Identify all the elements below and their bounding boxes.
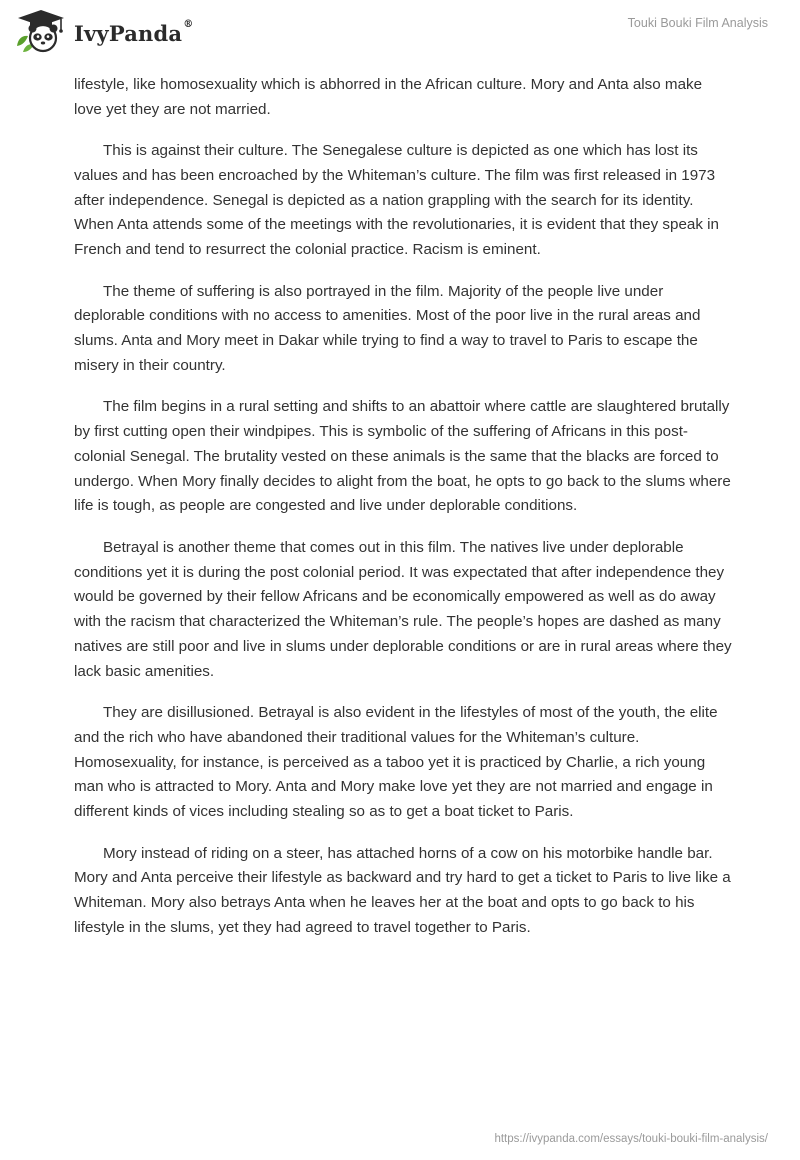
essay-body — [74, 73, 734, 957]
paragraph: Betrayal is another theme that comes out in this film. The natives live under deplorable conditions yet it is during the post colonial period. It was expectated that after independence they would be governed by their fellow Africans and be economically empowered as well as do away with the racism that characterized the Whiteman’s rule. The people’s hopes are dashed as many natives are still poor and live in slums under deplorable conditions or are in rural areas where they lack basic amenities. — [74, 538, 732, 680]
brand-logo[interactable] — [14, 8, 193, 56]
paragraph: lifestyle, like homosexuality which is abhorred in the African culture. Mory and Anta also make love yet they are not married. — [74, 76, 703, 118]
page-header — [0, 0, 800, 64]
source-url[interactable]: https://ivypanda.com/essays/touki-bouki-film-analysis/ — [494, 1133, 768, 1145]
panda-graduate-logo-icon — [14, 8, 68, 56]
paragraph: The film begins in a rural setting and shifts to an abattoir where cattle are slaughtered brutally by first cutting open their windpipes. This is symbolic of the suffering of Africans in this post-colonial Senegal. The brutality vested on these animals is the same that the blacks are forced to undergo. When Mory finally decides to alight from the boat, he opts to go back to the slums where life is tough, as people are congested and live under deplorable conditions. — [74, 398, 731, 515]
paragraph: They are disillusioned. Betrayal is also evident in the lifestyles of most of the youth, the elite and the rich who have abandoned their traditional values for the Whiteman’s culture. Homosexuality, for instance, is perceived as a taboo yet it is practiced by Charlie, a rich young man who is attracted to Mory. Anta and Mory make love yet they are not married and engage in different kinds of vices including stealing so as to get a boat ticket to Paris. — [74, 704, 718, 821]
paragraph: This is against their culture. The Senegalese culture is depicted as one which has lost its values and has been encroached by the Whiteman’s culture. The film was first released in 1973 after independence. Senegal is depicted as a nation grappling with the search for its identity. When Anta attends some of the meetings with the revolutionaries, it is evident that they speak in French and tend to resurrect the colonial practice. Racism is eminent. — [74, 142, 719, 259]
paragraph: The theme of suffering is also portrayed in the film. Majority of the people live under deplorable conditions with no access to amenities. Most of the poor live in the rural areas and slums. Anta and Mory meet in Dakar while trying to find a way to travel to Paris to escape the misery in their country. — [74, 282, 701, 374]
registered-mark: ® — [183, 18, 194, 30]
paragraph: Mory instead of riding on a steer, has attached horns of a cow on his motorbike handle bar. Mory and Anta perceive their lifestyle as backward and try hard to get a ticket to Paris to live like a Whiteman. Mory also betrays Anta when he leaves her at the boat and opts to go back to his lifestyle in the slums, yet they had agreed to travel together to Paris. — [74, 844, 731, 936]
document-title: Touki Bouki Film Analysis — [627, 16, 768, 30]
brand-name-text: IvyPanda — [74, 20, 183, 46]
brand-name — [74, 18, 194, 46]
